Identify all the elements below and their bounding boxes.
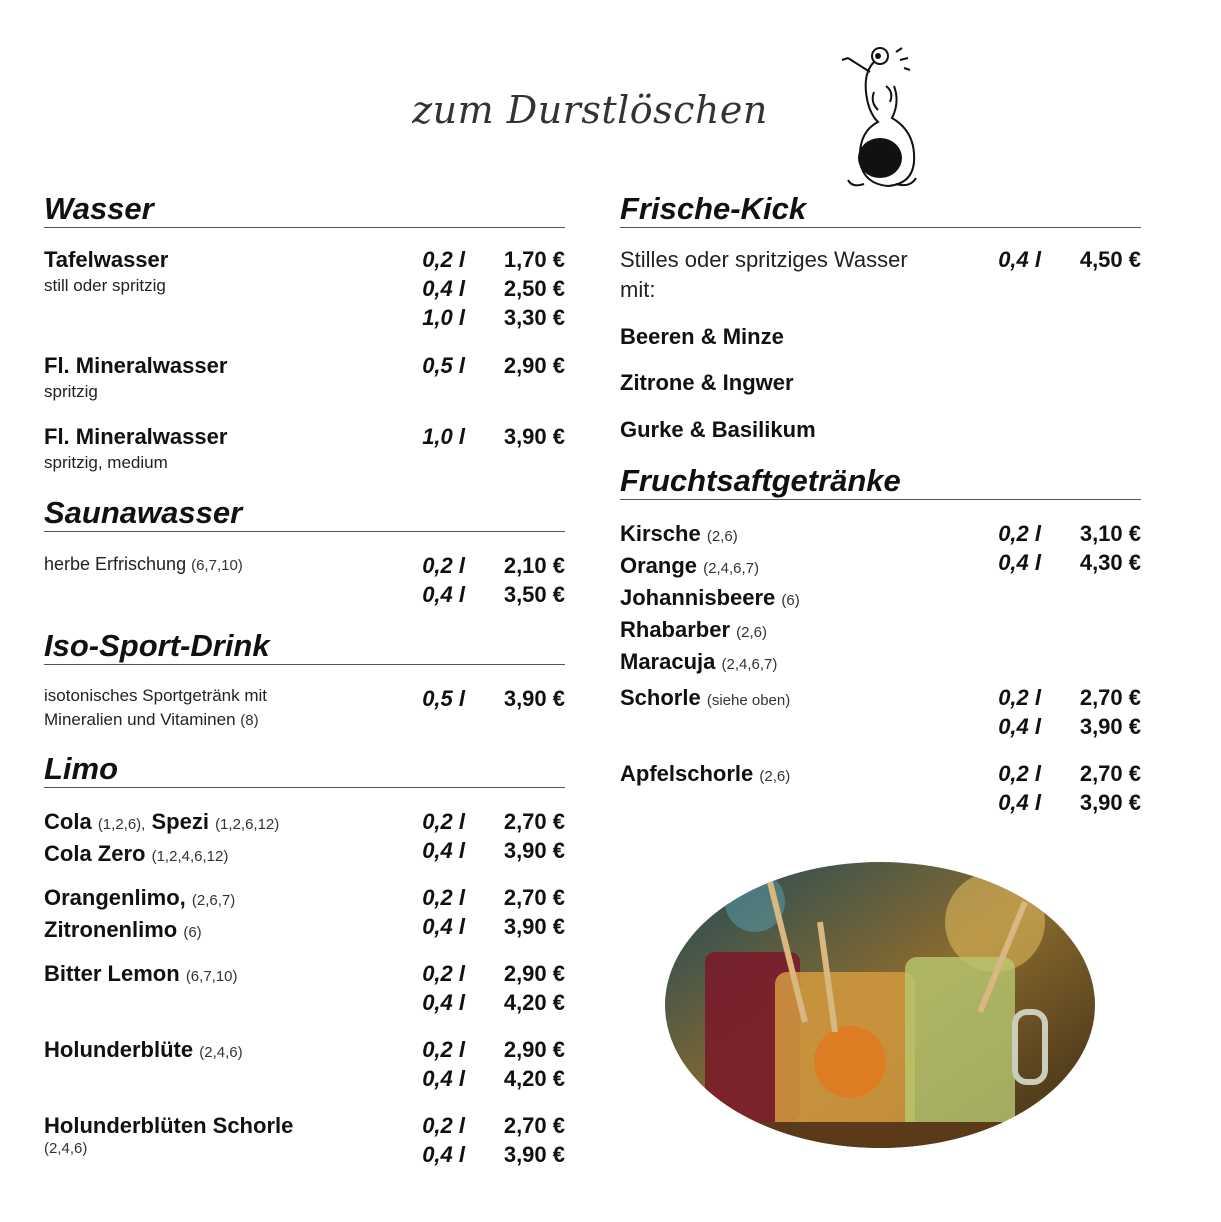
volume: 1,0 l [422, 305, 465, 330]
price: 2,70 € [503, 885, 565, 910]
section-saunawasser [44, 495, 565, 607]
menu-item-holunderbluete [44, 1035, 565, 1091]
juice-item: Orange (2,4,6,7) [620, 553, 760, 578]
additive-note: (1,2,6), [97, 816, 146, 833]
price: 3,90 € [503, 686, 565, 711]
volume: 0,2 l [422, 961, 465, 986]
additive-note: (6) [183, 924, 202, 941]
section-limo [44, 751, 565, 1167]
item-name: Apfelschorle (2,6) [620, 761, 791, 786]
mascot-icon [834, 42, 930, 192]
price: 3,30 € [503, 305, 565, 330]
price-list [981, 519, 1141, 577]
price: 3,90 € [1079, 790, 1141, 815]
price: 2,90 € [503, 961, 565, 986]
menu-item-cola [44, 807, 565, 871]
section-iso-sport-drink [44, 628, 565, 729]
volume: 1,0 l [422, 424, 465, 449]
section-heading: Wasser [44, 191, 565, 228]
price: 2,70 € [1079, 685, 1141, 710]
volume: 0,2 l [422, 809, 465, 834]
menu-item-bitter-lemon [44, 959, 565, 1015]
additive-note: (2,6) [759, 768, 791, 785]
volume: 0,4 l [422, 990, 465, 1015]
juice-item: Maracuja (2,4,6,7) [620, 649, 778, 674]
section-fruchtsaftgetraenke [620, 463, 1141, 815]
volume: 0,4 l [422, 582, 465, 607]
item-desc: herbe Erfrischung (6,7,10) [44, 554, 243, 574]
price: 2,90 € [503, 353, 565, 378]
additive-note: (6) [781, 592, 800, 609]
juice-item: Kirsche (2,6) [620, 521, 738, 546]
item-desc: mit: [620, 277, 656, 302]
price: 2,70 € [503, 809, 565, 834]
volume: 0,2 l [998, 685, 1041, 710]
price: 3,90 € [503, 838, 565, 863]
page-title: zum Durstlöschen [412, 88, 768, 132]
volume: 0,2 l [422, 1037, 465, 1062]
menu-item-holunderblueten-schorle [44, 1111, 565, 1167]
section-wasser [44, 191, 565, 472]
price: 3,90 € [1079, 714, 1141, 739]
additive-note: (6,7,10) [191, 557, 243, 574]
menu-item-schorle [620, 683, 1141, 739]
volume: 0,4 l [422, 1142, 465, 1167]
item-name: Holunderblüte (2,4,6) [44, 1037, 243, 1062]
juice-item: Johannisbeere (6) [620, 585, 800, 610]
price: 3,90 € [503, 424, 565, 449]
additive-note: (2,6) [706, 528, 738, 545]
section-heading: Limo [44, 751, 565, 788]
volume: 0,2 l [422, 247, 465, 272]
drinks-photo [665, 862, 1095, 1148]
price: 2,50 € [503, 276, 565, 301]
additive-note: (2,6,7) [191, 892, 236, 909]
volume: 0,2 l [422, 553, 465, 578]
item-desc: isotonisches Sportgetränk mit [44, 686, 267, 705]
additive-note: (2,4,6) [44, 1140, 88, 1157]
section-heading: Iso-Sport-Drink [44, 628, 565, 665]
price-list [981, 759, 1141, 817]
price-list [981, 245, 1141, 274]
price: 1,70 € [503, 247, 565, 272]
price-list [405, 245, 565, 332]
menu-item-apfelschorle [620, 759, 1141, 815]
price: 4,20 € [503, 990, 565, 1015]
volume: 0,4 l [998, 790, 1041, 815]
price-list [405, 684, 565, 713]
price-list [981, 683, 1141, 741]
item-sub: still oder spritzig [44, 276, 166, 295]
additive-note: (2,4,6,7) [721, 656, 778, 673]
flavor-item: Gurke & Basilikum [620, 417, 816, 442]
item-name: Orangenlimo, (2,6,7) [44, 885, 236, 910]
price: 4,50 € [1079, 247, 1141, 272]
volume: 0,4 l [422, 1066, 465, 1091]
additive-note: (2,4,6,7) [703, 560, 760, 577]
volume: 0,4 l [998, 247, 1041, 272]
price-list [405, 807, 565, 865]
volume: 0,4 l [422, 276, 465, 301]
item-name: Zitronenlimo (6) [44, 917, 202, 942]
item-name: Fl. Mineralwasser [44, 424, 228, 449]
item-desc: Mineralien und Vitaminen (8) [44, 710, 259, 729]
additive-note: (6,7,10) [185, 968, 238, 985]
flavor-item: Zitrone & Ingwer [620, 370, 794, 395]
additive-note: (1,2,6,12) [215, 816, 280, 833]
item-sub: spritzig [44, 382, 98, 401]
volume: 0,5 l [422, 353, 465, 378]
price-list [405, 351, 565, 380]
item-desc: Stilles oder spritziges Wasser [620, 247, 908, 272]
volume: 0,4 l [422, 838, 465, 863]
price-list [405, 1111, 565, 1169]
item-name: Bitter Lemon (6,7,10) [44, 961, 238, 986]
volume: 0,4 l [422, 914, 465, 939]
item-name: Tafelwasser [44, 247, 169, 272]
item-name: Cola Zero (1,2,4,6,12) [44, 841, 229, 866]
additive-note: (2,6) [736, 624, 768, 641]
volume: 0,2 l [998, 521, 1041, 546]
menu-item-orangenlimo [44, 883, 565, 947]
price-list [405, 883, 565, 941]
price: 2,70 € [503, 1113, 565, 1138]
volume: 0,2 l [422, 1113, 465, 1138]
menu-item-saunawasser [44, 551, 565, 607]
price: 3,90 € [503, 1142, 565, 1167]
menu-item-mineralwasser-medium [44, 422, 565, 475]
price-list [405, 551, 565, 609]
volume: 0,5 l [422, 686, 465, 711]
price: 3,90 € [503, 914, 565, 939]
price: 4,20 € [503, 1066, 565, 1091]
additive-note: (8) [240, 712, 259, 729]
price: 2,90 € [503, 1037, 565, 1062]
volume: 0,2 l [998, 761, 1041, 786]
item-name: Schorle (siehe oben) [620, 685, 791, 710]
menu-item-juices [620, 519, 1141, 679]
volume: 0,4 l [998, 550, 1041, 575]
menu-item-mineralwasser [44, 351, 565, 404]
price: 4,30 € [1079, 550, 1141, 575]
additive-note: (siehe oben) [706, 692, 791, 709]
price: 3,50 € [503, 582, 565, 607]
section-heading: Saunawasser [44, 495, 565, 532]
section-frische-kick [620, 191, 1141, 442]
menu-item-tafelwasser [44, 245, 565, 330]
price: 2,70 € [1079, 761, 1141, 786]
item-name: Cola (1,2,6), Spezi (1,2,6,12) [44, 809, 280, 834]
item-name: Holunderblüten Schorle [44, 1113, 294, 1138]
price: 3,10 € [1079, 521, 1141, 546]
price: 2,10 € [503, 553, 565, 578]
section-heading: Fruchtsaftgetränke [620, 463, 1141, 500]
price-list [405, 1035, 565, 1093]
price-list [405, 422, 565, 451]
menu-item-iso [44, 684, 565, 733]
volume: 0,4 l [998, 714, 1041, 739]
item-name: Fl. Mineralwasser [44, 353, 228, 378]
menu-item-frische-kick [620, 245, 1141, 305]
item-sub: spritzig, medium [44, 453, 168, 472]
flavor-item: Beeren & Minze [620, 324, 784, 349]
juice-item: Rhabarber (2,6) [620, 617, 768, 642]
price-list [405, 959, 565, 1017]
section-heading: Frische-Kick [620, 191, 1141, 228]
additive-note: (1,2,4,6,12) [151, 848, 229, 865]
additive-note: (2,4,6) [199, 1044, 243, 1061]
volume: 0,2 l [422, 885, 465, 910]
